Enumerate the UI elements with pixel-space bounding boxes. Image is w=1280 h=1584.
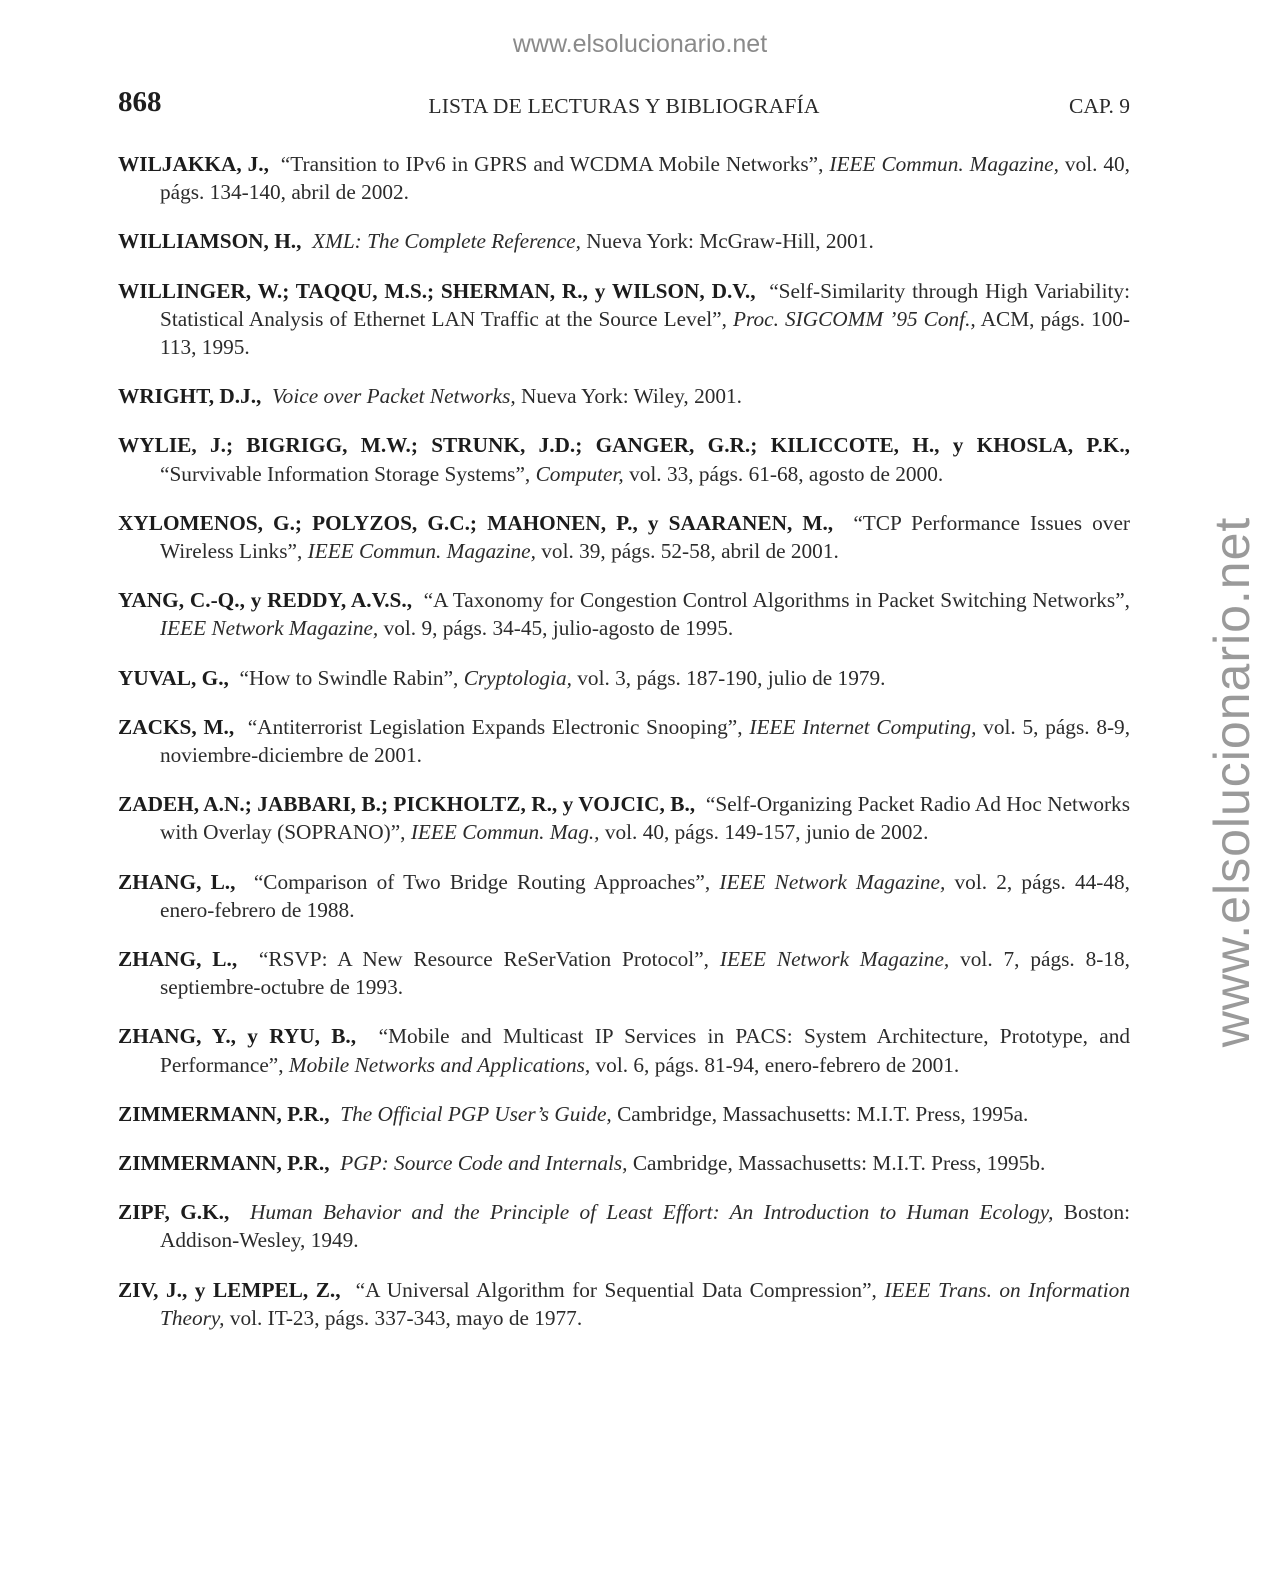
reference-title: “Transition to IPv6 in GPRS and WCDMA Mobile Networks”, — [280, 152, 824, 176]
reference-details: Boston: Addison-Wesley, 1949. — [160, 1200, 1131, 1253]
reference-details: vol. 3, págs. 187-190, julio de 1979. — [577, 665, 886, 690]
reference-source: Computer, — [535, 461, 624, 486]
reference-entry — [118, 790, 1130, 846]
reference-authors: YANG, C.-Q., y REDDY, A.V.S., — [118, 588, 413, 613]
reference-entry — [118, 713, 1130, 769]
reference-entry — [118, 945, 1130, 1001]
reference-authors: XYLOMENOS, G.; POLYZOS, G.C.; MAHONEN, P., y SAARANEN, M., — [118, 510, 834, 535]
reference-authors: ZIMMERMANN, P.R., — [118, 1151, 330, 1176]
reference-source: Human Behavior and the Principle of Least Effort: An Introduction to Human Ecology, — [249, 1200, 1054, 1225]
reference-details: vol. 6, págs. 81-94, enero-febrero de 2001. — [595, 1052, 960, 1077]
reference-details: vol. 40, págs. 149-157, junio de 2002. — [604, 820, 929, 845]
reference-source: IEEE Commun. Magazine, — [307, 539, 536, 564]
reference-source: Proc. SIGCOMM ’95 Conf., — [732, 306, 976, 331]
reference-authors: WRIGHT, D.J., — [118, 384, 262, 409]
reference-title: “TCP Performance Issues over Wireless Links”, — [160, 510, 1130, 564]
running-title: LISTA DE LECTURAS Y BIBLIOGRAFÍA — [428, 94, 820, 118]
reference-source: IEEE Commun. Magazine, — [829, 152, 1059, 176]
reference-details: Cambridge, Massachusetts: M.I.T. Press, 1995b. — [632, 1151, 1046, 1176]
reference-title: “Mobile and Multicast IP Services in PACS: System Architecture, Prototype, and Performance”, — [160, 1024, 1130, 1077]
reference-source: PGP: Source Code and Internals, — [340, 1151, 628, 1176]
watermark-side: www.elsolucionario.net — [1204, 516, 1260, 1048]
reference-details: Cambridge, Massachusetts: M.I.T. Press, 1995a. — [617, 1101, 1029, 1126]
reference-details: vol. 9, págs. 34-45, julio-agosto de 1995. — [383, 616, 734, 641]
reference-details: ACM, págs. 100-113, 1995. — [160, 306, 1131, 360]
reference-details: vol. 5, págs. 8-9, noviembre-diciembre de 2001. — [160, 714, 1131, 768]
reference-entry — [118, 868, 1130, 924]
reference-authors: ZHANG, Y., y RYU, B., — [118, 1024, 357, 1049]
reference-entry — [118, 1022, 1130, 1078]
reference-source: Cryptologia, — [463, 665, 572, 690]
reference-entry — [118, 586, 1130, 642]
reference-entry — [118, 382, 1130, 410]
reference-authors: ZIPF, G.K., — [118, 1200, 230, 1225]
reference-authors: ZHANG, L., — [118, 947, 238, 972]
reference-authors: WILLIAMSON, H., — [118, 229, 302, 254]
reference-details: vol. 33, págs. 61-68, agosto de 2000. — [629, 461, 944, 486]
chapter-label: CAP. 9 — [1069, 94, 1130, 118]
reference-title: “Comparison of Two Bridge Routing Approaches”, — [253, 869, 711, 894]
reference-details: vol. 39, págs. 52-58, abril de 2001. — [541, 539, 839, 564]
reference-title: “Survivable Information Storage Systems”, — [160, 461, 531, 486]
reference-details: vol. 7, págs. 8-18, septiembre-octubre de 1993. — [160, 947, 1130, 1000]
reference-entry — [118, 509, 1130, 565]
reference-entry — [118, 1276, 1130, 1332]
reference-source: IEEE Network Magazine, — [160, 616, 379, 641]
reference-entry — [118, 664, 1130, 692]
page-header — [118, 86, 1130, 126]
reference-title: “Antiterrorist Legislation Expands Electronic Snooping”, — [247, 714, 743, 739]
reference-details: Nueva York: McGraw-Hill, 2001. — [586, 229, 874, 254]
reference-title: “A Universal Algorithm for Sequential Data Compression”, — [355, 1277, 877, 1302]
reference-entry — [118, 1198, 1130, 1254]
reference-source: IEEE Commun. Mag., — [410, 820, 600, 845]
reference-entry — [118, 150, 1130, 206]
reference-authors: WYLIE, J.; BIGRIGG, M.W.; STRUNK, J.D.; GANGER, G.R.; KILICCOTE, H., y KHOSLA, P.K., — [118, 433, 1130, 458]
reference-details: vol. 40, págs. 134-140, abril de 2002. — [160, 152, 1130, 205]
watermark-top: www.elsolucionario.net — [512, 30, 768, 58]
reference-authors: ZADEH, A.N.; JABBARI, B.; PICKHOLTZ, R., y VOJCIC, B., — [118, 792, 696, 817]
reference-source: Voice over Packet Networks, — [272, 384, 516, 409]
reference-title: “How to Swindle Rabin”, — [239, 665, 459, 690]
reference-source: XML: The Complete Reference, — [312, 229, 581, 254]
reference-authors: WILJAKKA, J., — [118, 152, 269, 176]
reference-authors: WILLINGER, W.; TAQQU, M.S.; SHERMAN, R., y WILSON, D.V., — [118, 278, 756, 303]
reference-entry — [118, 431, 1130, 487]
reference-source: IEEE Network Magazine, — [719, 869, 946, 894]
reference-authors: ZIV, J., y LEMPEL, Z., — [118, 1277, 341, 1302]
reference-list — [118, 150, 1130, 1353]
reference-details: Nueva York: Wiley, 2001. — [521, 384, 742, 409]
page-number: 868 — [118, 86, 162, 118]
reference-source: Mobile Networks and Applications, — [288, 1052, 591, 1077]
reference-source: The Official PGP User’s Guide, — [340, 1101, 612, 1126]
reference-authors: YUVAL, G., — [118, 665, 229, 690]
reference-authors: ZHANG, L., — [118, 869, 236, 894]
reference-details: vol. 2, págs. 44-48, enero-febrero de 1988. — [160, 869, 1130, 922]
reference-source: IEEE Internet Computing, — [749, 714, 977, 739]
reference-source: IEEE Trans. on Information Theory, — [160, 1277, 1130, 1330]
reference-entry — [118, 227, 1130, 255]
reference-entry — [118, 277, 1130, 362]
reference-entry — [118, 1149, 1130, 1177]
reference-details: vol. IT-23, págs. 337-343, mayo de 1977. — [229, 1305, 583, 1330]
reference-title: “RSVP: A New Resource ReSerVation Protocol”, — [258, 947, 709, 972]
reference-title: “Self-Organizing Packet Radio Ad Hoc Networks with Overlay (SOPRANO)”, — [160, 792, 1130, 845]
reference-entry — [118, 1100, 1130, 1128]
reference-title: “Self-Similarity through High Variability: Statistical Analysis of Ethernet LAN Traffic at the Source Level”, — [160, 278, 1130, 331]
reference-title: “A Taxonomy for Congestion Control Algorithms in Packet Switching Networks”, — [423, 588, 1130, 613]
reference-authors: ZIMMERMANN, P.R., — [118, 1101, 330, 1126]
reference-authors: ZACKS, M., — [118, 714, 235, 739]
reference-source: IEEE Network Magazine, — [719, 947, 950, 972]
